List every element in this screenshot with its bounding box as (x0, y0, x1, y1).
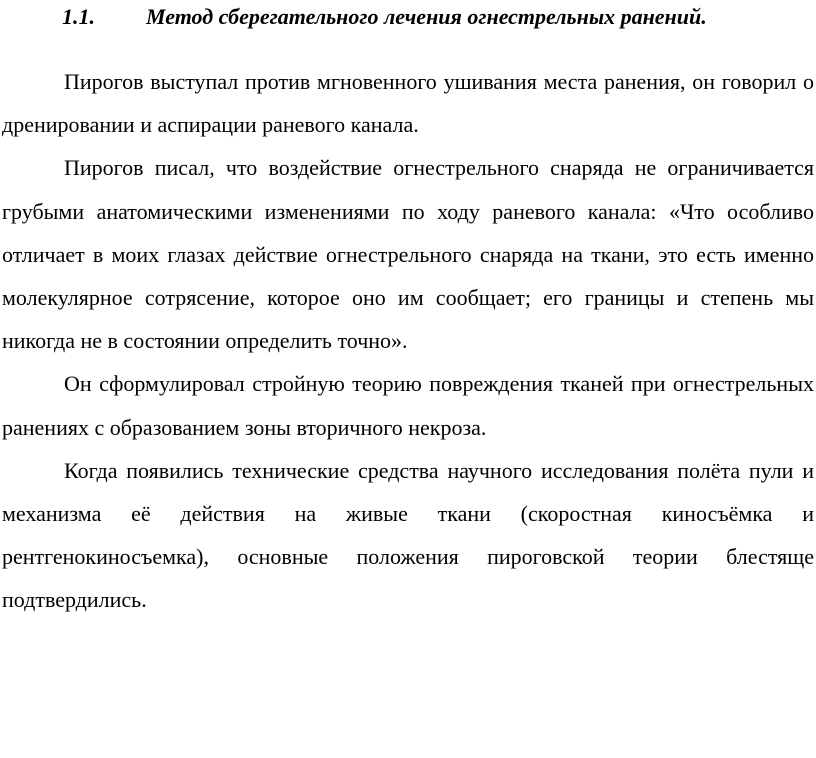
body-text (2, 60, 814, 622)
paragraph: Когда появились технические средства научного исследования полёта пули и механизма её действия на живые ткани (скоростная киносъёмка и рентгенокиносъемка), основные положения пироговской теории блестяще подтвердились. (2, 457, 814, 613)
section-heading (62, 2, 802, 32)
section-title: Метод сберегательного лечения огнестрельных ранений. (146, 4, 707, 29)
section-number: 1.1. (62, 4, 95, 29)
paragraph: Пирогов писал, что воздействие огнестрельного снаряда не ограничивается грубыми анатомическими изменениями по ходу раневого канала: «Что особливо отличает в моих глазах действие огнестрельного снаряда на ткани, это есть именно молекулярное сотрясение, которое оно им сообщает; его границы и степень мы никогда не в состоянии определить точно». (2, 155, 814, 354)
paragraph: Пирогов выступал против мгновенного ушивания места ранения, он говорил о дренировании и аспирации раневого канала. (2, 69, 814, 138)
paragraph: Он сформулировал стройную теорию повреждения тканей при огнестрельных ранениях с образованием зоны вторичного некроза. (2, 371, 814, 440)
